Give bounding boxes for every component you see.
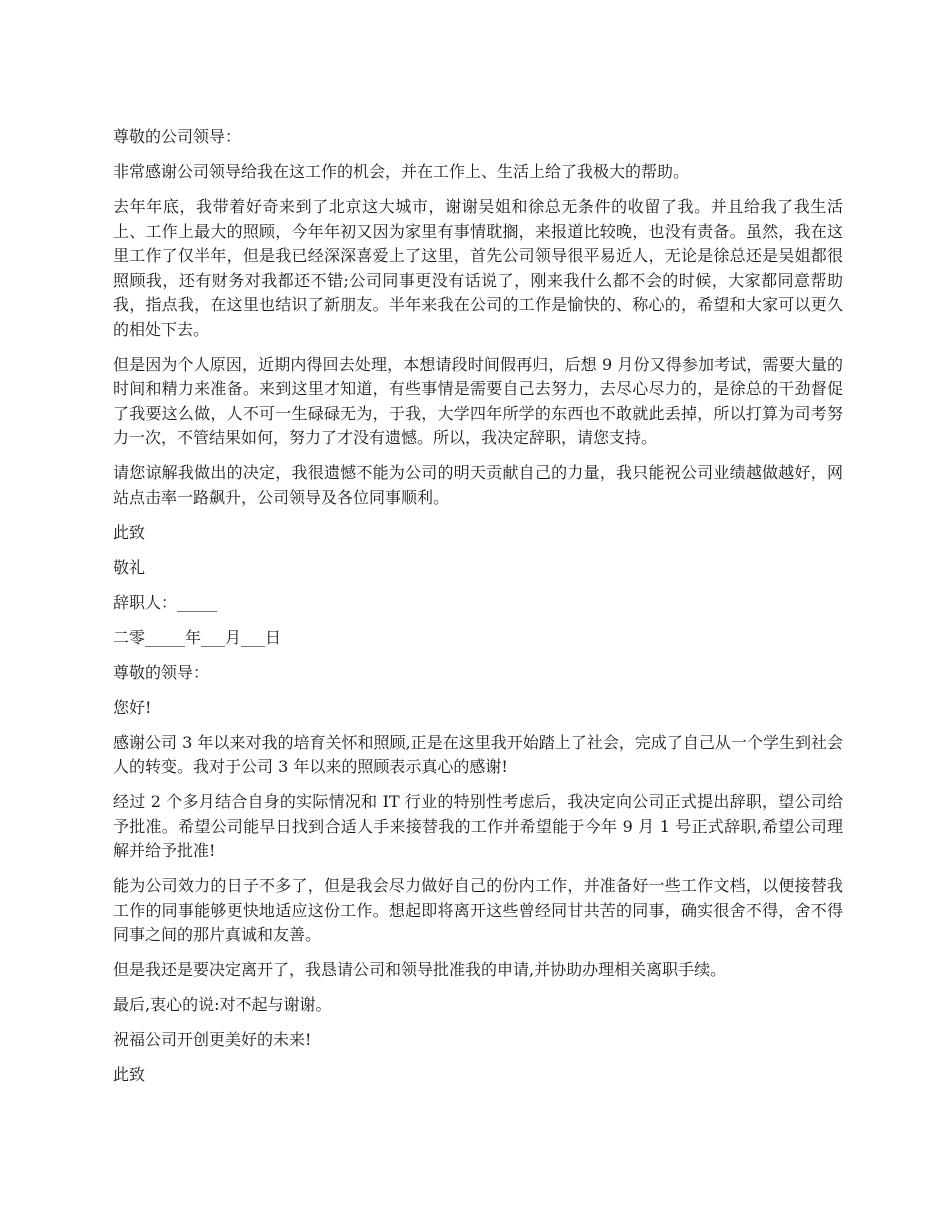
paragraph-reason: 但是因为个人原因，近期内得回去处理，本想请段时间假再归，后想 9 月份又得参加考试，需要大量的时间和精力来准备。来到这里才知道，有些事情是需要自己去努力，去尽心尽力的，是徐总的干劲督促了我要这么做，人不可一生碌碌无为，于我，大学四年所学的东西也不敢就此丢掉，所以打算为司考努力一次，不管结果如何，努力了才没有遗憾。所以，我决定辞职，请您支持。 — [113, 354, 843, 447]
closing-cizhi: 此致 — [113, 522, 146, 542]
paragraph-resignation: 经过 2 个多月结合自身的实际情况和 IT 行业的特别性考虑后，我决定向公司正式提出辞职，望公司给予批准。希望公司能早日找到合适人手来接替我的工作并希望能于今年 9 月 1 号正式辞职,希望公司理解并给予批准! — [113, 792, 843, 860]
closing-jingli: 敬礼 — [113, 557, 146, 577]
document-body — [113, 125, 843, 1098]
salutation-leader: 尊敬的领导： — [113, 662, 210, 682]
paragraph-understanding: 请您谅解我做出的决定，我很遗憾不能为公司的明天贡献自己的力量，我只能祝公司业绩越做越好，网站点击率一路飙升，公司领导及各位同事顺利。 — [113, 463, 843, 507]
paragraph-gratitude: 感谢公司 3 年以来对我的培育关怀和照顾,正是在这里我开始踏上了社会，完成了自己从一个学生到社会人的转变。我对于公司 3 年以来的照顾表示真心的感谢! — [113, 732, 843, 776]
signature-line: 辞职人：_____ — [113, 592, 218, 612]
closing-cizhi-2: 此致 — [113, 1065, 146, 1084]
paragraph-wishes: 祝福公司开创更美好的未来! — [113, 1030, 312, 1049]
paragraph-handover: 能为公司效力的日子不多了，但是我会尽力做好自己的份内工作，并准备好一些工作文档，以便接替我工作的同事能够更快地适应这份工作。想起即将离开这些曾经同甘共苦的同事，确实很舍不得，舍不得同事之间的那片真诚和友善。 — [113, 876, 843, 944]
paragraph-sorry-thanks: 最后,衷心的说:对不起与谢谢。 — [113, 995, 332, 1014]
paragraph-thanks: 非常感谢公司领导给我在这工作的机会，并在工作上、生活上给了我极大的帮助。 — [113, 162, 690, 181]
greeting: 您好! — [113, 697, 152, 717]
paragraph-request: 但是我还是要决定离开了，我恳请公司和领导批准我的申请,并协助办理相关离职手续。 — [113, 960, 727, 979]
salutation-company-leader: 尊敬的公司领导： — [113, 127, 242, 146]
date-line: 二零_____年___月___日 — [113, 627, 282, 647]
paragraph-experience: 去年年底，我带着好奇来到了北京这大城市，谢谢吴姐和徐总无条件的收留了我。并且给我了我生活上、工作上最大的照顾，今年年初又因为家里有事情耽搁，来报道比较晚，也没有责备。虽然，我在这里工作了仅半年，但是我已经深深喜爱上了这里，首先公司领导很平易近人，无论是徐总还是吴姐都很照顾我，还有财务对我都还不错;公司同事更没有话说了，刚来我什么都不会的时候，大家都同意帮助我，指点我，在这里也结识了新朋友。半年来我在公司的工作是愉快的、称心的，希望和大家可以更久的相处下去。 — [113, 197, 843, 339]
